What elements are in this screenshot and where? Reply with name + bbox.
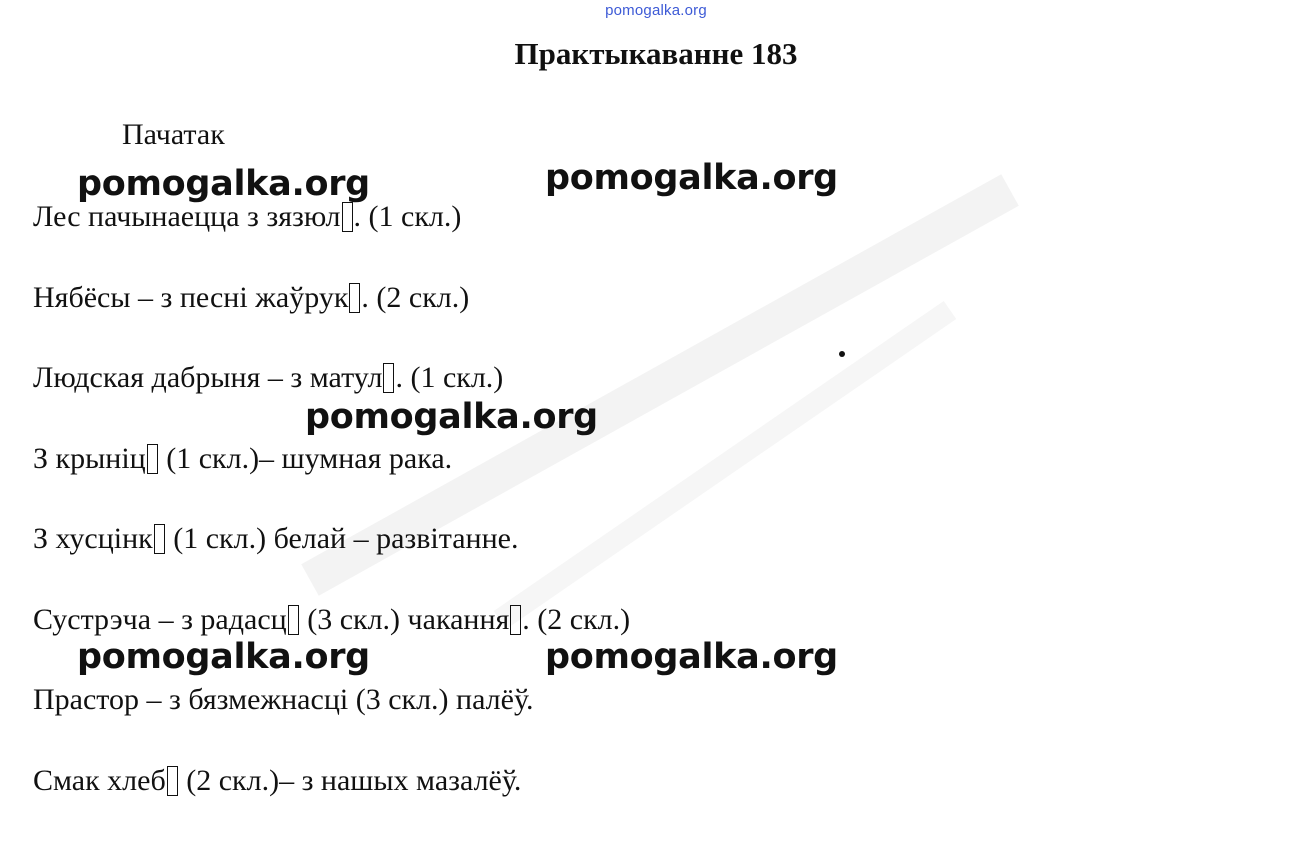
watermark-text: pomogalka.org [77,637,370,677]
sentence-line: Лес пачынаецца з зязюл . (1 скл.) [33,197,630,278]
letter-gap [154,524,165,554]
watermark-text: pomogalka.org [305,397,598,437]
stray-dot [839,351,845,357]
sentence-line: Смак хлеб (2 скл.)– з нашых мазалёў. [33,761,630,841]
letter-gap [288,605,299,635]
watermark-text: pomogalka.org [77,164,370,204]
sentence-line: Сустрэча – з радасц (3 скл.) чакання . (2 скл.) [33,600,630,681]
letter-gap [383,363,394,393]
sentence-line: Нябёсы – з песні жаўрук . (2 скл.) [33,278,630,359]
watermark-text: pomogalka.org [545,158,838,198]
site-link[interactable]: pomogalka.org [0,2,1312,19]
letter-gap [147,444,158,474]
sentence-line: З крыніц (1 скл.)– шумная рака. [33,439,630,520]
sentence-line: Людская дабрыня – з матул . (1 скл.) [33,358,630,439]
letter-gap [342,202,353,232]
letter-gap [349,283,360,313]
page-title: Практыкаванне 183 [0,36,1312,72]
letter-gap [510,605,521,635]
sentence-list [33,197,630,841]
section-subtitle: Пачатак [122,118,225,152]
letter-gap [167,766,178,796]
sentence-line: З хусцінк (1 скл.) белай – развітанне. [33,519,630,600]
watermark-text: pomogalka.org [545,637,838,677]
sentence-line: Прастор – з бязмежнасці (3 скл.) палёў. [33,680,630,761]
